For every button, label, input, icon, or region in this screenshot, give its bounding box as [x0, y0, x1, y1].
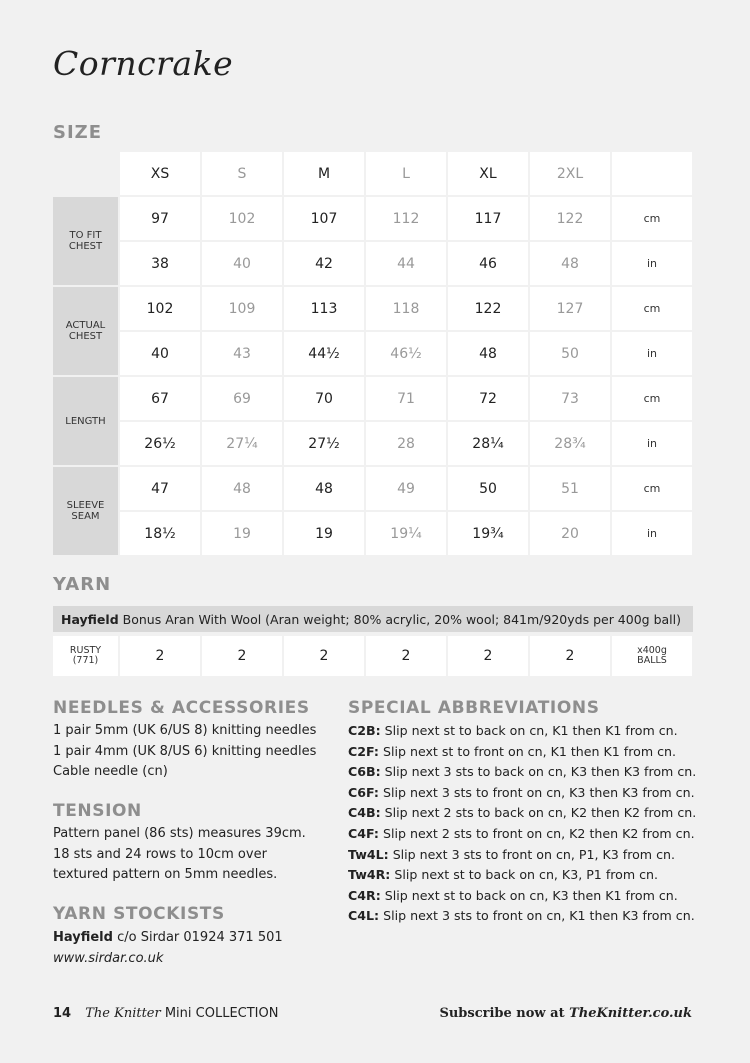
size-value-cell: 50 — [448, 467, 528, 510]
size-value-cell: 28¾ — [530, 422, 610, 465]
abbreviation-item — [348, 865, 696, 886]
size-value-cell: 107 — [284, 197, 364, 240]
size-value-cell: 48 — [530, 242, 610, 285]
abbreviation-code: C4B: — [348, 805, 381, 821]
size-unit-cell: in — [612, 422, 692, 465]
abbreviation-item — [348, 824, 696, 845]
size-value-cell: 118 — [366, 287, 446, 330]
size-value-cell: 48 — [202, 467, 282, 510]
size-value-cell: 112 — [366, 197, 446, 240]
size-value-cell: 113 — [284, 287, 364, 330]
size-heading: SIZE — [53, 122, 103, 143]
size-value-cell: 71 — [366, 377, 446, 420]
abbreviation-code: Tw4R: — [348, 867, 391, 883]
size-value-cell: 127 — [530, 287, 610, 330]
abbreviation-text: Slip next st to back on cn, K1 then K1 from cn. — [384, 723, 678, 738]
size-value-cell: 46 — [448, 242, 528, 285]
size-header-cell: S — [202, 152, 282, 195]
yarn-qty-cell: 2 — [530, 636, 610, 676]
needles-heading: NEEDLES & ACCESSORIES — [53, 698, 310, 718]
yarn-description: Bonus Aran With Wool (Aran weight; 80% acrylic, 20% wool; 841m/920yds per 400g ball) — [122, 611, 681, 627]
size-value-cell: 70 — [284, 377, 364, 420]
size-value-cell: 19 — [202, 512, 282, 555]
size-value-cell: 102 — [120, 287, 200, 330]
size-value-cell: 27¼ — [202, 422, 282, 465]
size-value-cell: 47 — [120, 467, 200, 510]
tension-text — [53, 824, 306, 886]
tension-heading: TENSION — [53, 801, 142, 821]
size-row-label: LENGTH — [53, 377, 118, 465]
size-value-cell: 43 — [202, 332, 282, 375]
abbreviation-text: Slip next st to back on cn, K3 then K1 from cn. — [384, 887, 678, 903]
size-value-cell: 48 — [448, 332, 528, 375]
abbreviation-code: C2B: — [348, 723, 381, 738]
needles-line: 1 pair 5mm (UK 6/US 8) knitting needles — [53, 723, 317, 738]
size-value-cell: 73 — [530, 377, 610, 420]
size-value-cell: 20 — [530, 512, 610, 555]
abbreviation-item — [348, 886, 696, 907]
size-value-cell: 27½ — [284, 422, 364, 465]
subscribe-text: Subscribe now at — [439, 1006, 565, 1021]
page-title: Corncrake — [53, 44, 234, 83]
yarn-qty-cell: 2 — [448, 636, 528, 676]
size-value-cell: 117 — [448, 197, 528, 240]
yarn-shade-name: RUSTY — [69, 645, 102, 656]
abbreviation-text: Slip next 2 sts to front on cn, K2 then K2 from cn. — [382, 825, 695, 841]
yarn-unit-cell — [612, 636, 692, 676]
size-value-cell: 19¾ — [448, 512, 528, 555]
size-value-cell: 97 — [120, 197, 200, 240]
yarn-qty-cell: 2 — [120, 636, 200, 676]
size-value-cell: 50 — [530, 332, 610, 375]
tension-line: textured pattern on 5mm needles. — [53, 867, 278, 882]
abbreviation-code: C2F: — [348, 743, 379, 759]
yarn-qty-cell: 2 — [284, 636, 364, 676]
abbreviation-item — [348, 783, 696, 804]
needles-line: Cable needle (cn) — [53, 764, 168, 779]
abbreviations-list — [348, 721, 696, 927]
size-value-cell: 38 — [120, 242, 200, 285]
size-unit-cell: in — [612, 512, 692, 555]
yarn-qty-cell: 2 — [202, 636, 282, 676]
size-row-label: SLEEVE SEAM — [53, 467, 118, 555]
size-value-cell: 28¼ — [448, 422, 528, 465]
size-value-cell: 44 — [366, 242, 446, 285]
size-value-cell: 51 — [530, 467, 610, 510]
abbreviation-text: Slip next st to back on cn, K3, P1 from cn. — [394, 867, 659, 883]
size-table — [53, 152, 694, 555]
abbreviation-code: C6F: — [348, 784, 379, 800]
size-header-blank — [612, 152, 692, 195]
size-value-cell: 40 — [120, 332, 200, 375]
tension-line: Pattern panel (86 sts) measures 39cm. — [53, 826, 306, 841]
abbreviation-text: Slip next st to front on cn, K1 then K1 from cn. — [382, 743, 677, 759]
stockists-text — [53, 928, 283, 969]
size-row-label: ACTUAL CHEST — [53, 287, 118, 375]
abbreviation-code: C4F: — [348, 825, 379, 841]
abbreviation-item — [348, 721, 696, 742]
size-value-cell: 40 — [202, 242, 282, 285]
size-header-cell: M — [284, 152, 364, 195]
size-value-cell: 67 — [120, 377, 200, 420]
size-value-cell: 69 — [202, 377, 282, 420]
abbreviation-text: Slip next 2 sts to back on cn, K2 then K2 from cn. — [384, 805, 697, 821]
size-header-cell: XL — [448, 152, 528, 195]
abbreviation-item — [348, 762, 696, 783]
abbreviation-code: C4R: — [348, 887, 381, 903]
abbreviation-item — [348, 803, 696, 824]
size-value-cell: 19 — [284, 512, 364, 555]
size-row-label: TO FIT CHEST — [53, 197, 118, 285]
size-value-cell: 48 — [284, 467, 364, 510]
yarn-shade — [53, 636, 118, 676]
tension-line: 18 sts and 24 rows to 10cm over — [53, 846, 267, 862]
size-value-cell: 46½ — [366, 332, 446, 375]
abbreviation-text: Slip next 3 sts to front on cn, K3 then K3 from cn. — [382, 784, 695, 800]
size-header-cell: XS — [120, 152, 200, 195]
size-unit-cell: cm — [612, 467, 692, 510]
page-number: 14 — [53, 1006, 72, 1021]
abbreviation-text: Slip next 3 sts to back on cn, K3 then K3 from cn. — [384, 764, 697, 780]
footer-subscribe — [439, 1006, 692, 1021]
size-value-cell: 26½ — [120, 422, 200, 465]
size-value-cell: 109 — [202, 287, 282, 330]
size-unit-cell: in — [612, 332, 692, 375]
size-value-cell: 49 — [366, 467, 446, 510]
abbreviation-text: Slip next 3 sts to front on cn, K1 then K3 from cn. — [383, 908, 695, 924]
yarn-heading: YARN — [53, 574, 112, 595]
stockist-website[interactable]: www.sirdar.co.uk — [53, 950, 164, 966]
needles-line: 1 pair 4mm (UK 8/US 6) knitting needles — [53, 743, 317, 759]
yarn-description-bar — [53, 606, 693, 632]
stockist-contact: c/o Sirdar 01924 371 501 — [117, 930, 283, 945]
size-value-cell: 19¼ — [366, 512, 446, 555]
stockist-brand: Hayfield — [53, 930, 113, 945]
size-value-cell: 102 — [202, 197, 282, 240]
size-value-cell: 18½ — [120, 512, 200, 555]
size-unit-cell: cm — [612, 377, 692, 420]
abbreviation-text: Slip next 3 sts to front on cn, P1, K3 from cn. — [392, 846, 675, 862]
yarn-quantity-table — [53, 636, 692, 676]
size-value-cell: 42 — [284, 242, 364, 285]
size-unit-cell: in — [612, 242, 692, 285]
abbreviation-code: Tw4L: — [348, 846, 389, 862]
size-value-cell: 28 — [366, 422, 446, 465]
yarn-unit-line1: x400g — [637, 645, 667, 656]
yarn-unit-line2: BALLS — [637, 655, 667, 666]
size-unit-cell: cm — [612, 197, 692, 240]
abbreviation-code: C4L: — [348, 908, 380, 924]
size-value-cell: 122 — [530, 197, 610, 240]
footer-left — [53, 1006, 278, 1021]
abbreviation-code: C6B: — [348, 764, 381, 780]
abbreviation-item — [348, 742, 696, 763]
subscribe-site[interactable]: TheKnitter.co.uk — [569, 1006, 692, 1021]
size-value-cell: 44½ — [284, 332, 364, 375]
size-value-cell: 122 — [448, 287, 528, 330]
yarn-qty-cell: 2 — [366, 636, 446, 676]
yarn-shade-code: (771) — [72, 655, 99, 666]
abbreviations-heading: SPECIAL ABBREVIATIONS — [348, 698, 600, 718]
series-name: Mini COLLECTION — [164, 1006, 279, 1021]
stockists-heading: YARN STOCKISTS — [53, 904, 225, 924]
size-value-cell: 72 — [448, 377, 528, 420]
needles-list — [53, 721, 316, 783]
size-corner — [53, 152, 118, 195]
abbreviation-item — [348, 845, 696, 866]
magazine-name: The Knitter — [85, 1006, 161, 1021]
abbreviation-item — [348, 906, 696, 927]
size-header-cell: 2XL — [530, 152, 610, 195]
size-unit-cell: cm — [612, 287, 692, 330]
size-header-cell: L — [366, 152, 446, 195]
yarn-brand: Hayfield — [61, 611, 119, 627]
